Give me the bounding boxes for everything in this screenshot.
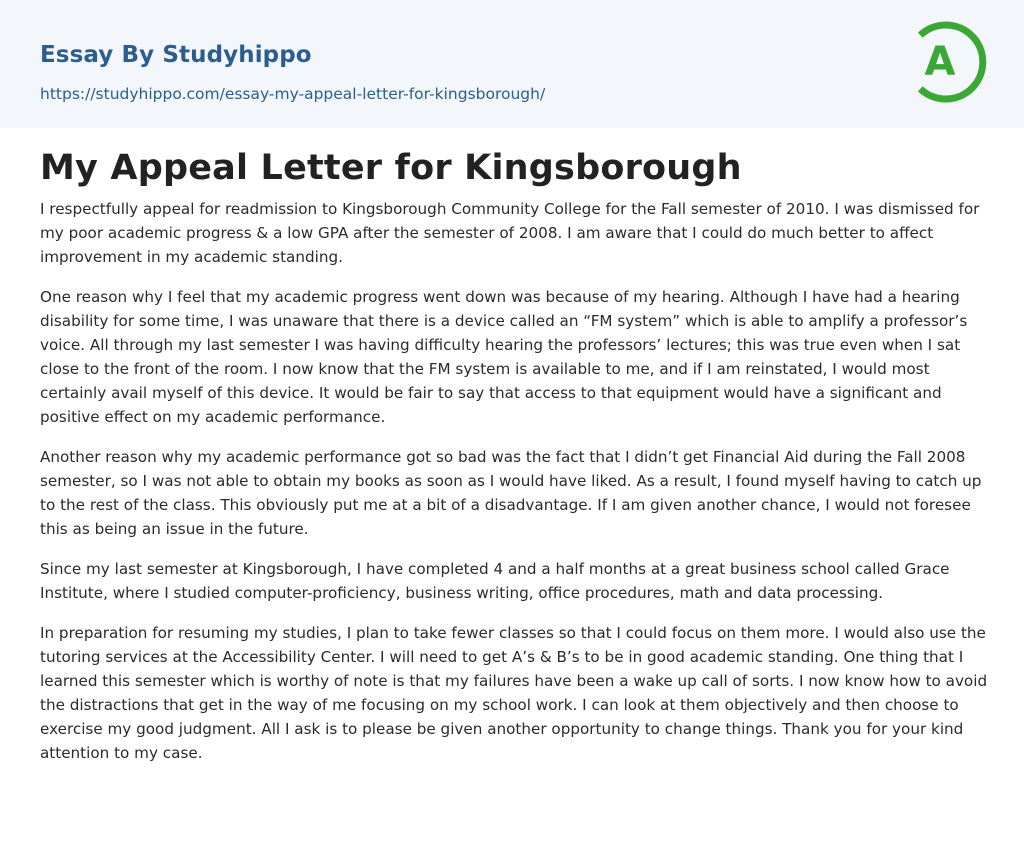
essay-paragraph: One reason why I feel that my academic progress went down was because of my hearing. Although I have had a hearing disability for some time, I was unaware that there is a device called an “FM system” which is able to amplify a professor’s voice. All through my last semester I was having difficulty hearing the professors’ lectures; this was true even when I sat close to the front of the room. I now know that the FM system is available to me, and if I am reinstated, I would most certainly avail myself of this device. It would be fair to say that access to that equipment would have a significant and positive effect on my academic performance. <box>40 288 968 426</box>
essay-title: My Appeal Letter for Kingsborough <box>40 148 742 188</box>
essay-paragraph: In preparation for resuming my studies, I plan to take fewer classes so that I could focus on them more. I would also use the tutoring services at the Accessibility Center. I will need to get A’s & B’s to be in good academic standing. One thing that I learned this semester which is worthy of note is that my failures have been a wake up call of sorts. I now know how to avoid the distractions that get in the way of me focusing on my school work. I can look at them objectively and then choose to exercise my good judgment. All I ask is to please be given another opportunity to change things. Thank you for your kind attention to my case. <box>40 624 988 762</box>
essay-url-link[interactable]: https://studyhippo.com/essay-my-appeal-letter-for-kingsborough/ <box>40 85 546 103</box>
site-header <box>0 0 1024 128</box>
essay-paragraph: Another reason why my academic performance got so bad was the fact that I didn’t get Financial Aid during the Fall 2008 semester, so I was not able to obtain my books as soon as I would have liked. As a result, I found myself having to catch up to the rest of the class. This obviously put me at a bit of a disadvantage. If I am given another chance, I would not foresee this as being an issue in the future. <box>40 448 982 538</box>
site-title[interactable]: Essay By Studyhippo <box>40 42 312 68</box>
studyhippo-logo-icon[interactable] <box>911 18 987 106</box>
logo-letter: A <box>924 39 956 85</box>
essay-paragraph: I respectfully appeal for readmission to Kingsborough Community College for the Fall semester of 2010. I was dismissed for my poor academic progress & a low GPA after the semester of 2008. I am aware that I could do much better to affect improvement in my academic standing. <box>40 200 980 266</box>
essay-content <box>40 146 988 781</box>
essay-paragraph: Since my last semester at Kingsborough, I have completed 4 and a half months at a great business school called Grace Institute, where I studied computer-proficiency, business writing, office procedures, math and data processing. <box>40 560 950 602</box>
